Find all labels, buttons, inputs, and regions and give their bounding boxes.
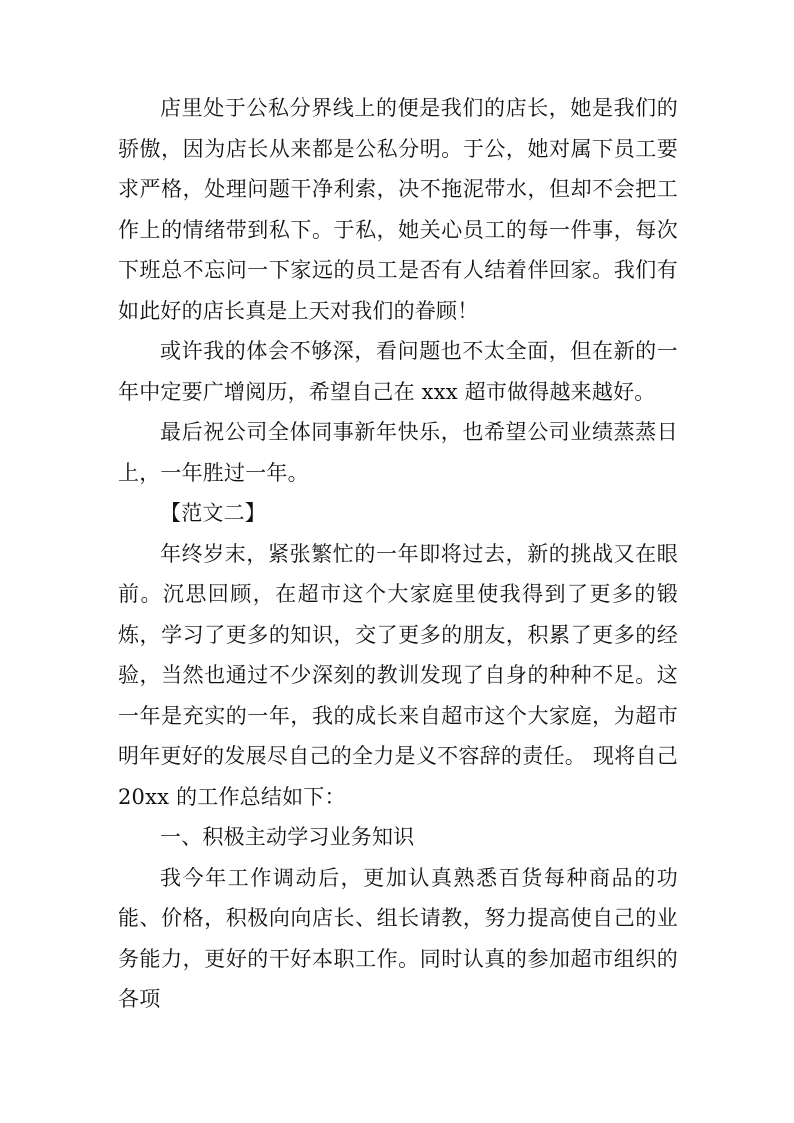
paragraph-store-manager: 店里处于公私分界线上的便是我们的店长，她是我们的骄傲，因为店长从来都是公私分明。于公，她对属下员工要求严格，处理问题干净利索，决不拖泥带水，但却不会把工作上的情绪带到私下。于私，她关心员工的每一件事，每次下班总不忘问一下家远的员工是否有人结着伴回家。我们有如此好的店长真是上天对我们的眷顾！ [118,96,678,323]
paragraph-reflection: 或许我的体会不够深，看问题也不太全面，但在新的一年中定要广增阅历，希望自己在 xxx 超市做得越来越好。 [118,339,678,404]
paragraph-work-transfer: 我今年工作调动后，更加认真熟悉百货每种商品的功能、价格，积极向向店长、组长请教，努力提高使自己的业务能力，更好的干好本职工作。同时认真的参加超市组织的各项 [118,865,678,1011]
paragraph-year-end-intro: 年终岁末，紧张繁忙的一年即将过去，新的挑战又在眼前。沉思回顾，在超市这个大家庭里使我得到了更多的锻炼，学习了更多的知识，交了更多的朋友，积累了更多的经验，当然也通过不少深刻的教训发现了自身的种种不足。这一年是充实的一年，我的成长来自超市这个大家庭，为超市明年更好的发展尽自己的全力是义不容辞的责任。 现将自己 20xx 的工作总结如下： [118,541,678,809]
subheading-learning: 一、积极主动学习业务知识 [160,825,415,849]
document-body [118,88,678,1020]
paragraph-new-year-wishes: 最后祝公司全体同事新年快乐，也希望公司业绩蒸蒸日上，一年胜过一年。 [118,420,678,485]
section-title: 【范文二】 [160,501,266,525]
